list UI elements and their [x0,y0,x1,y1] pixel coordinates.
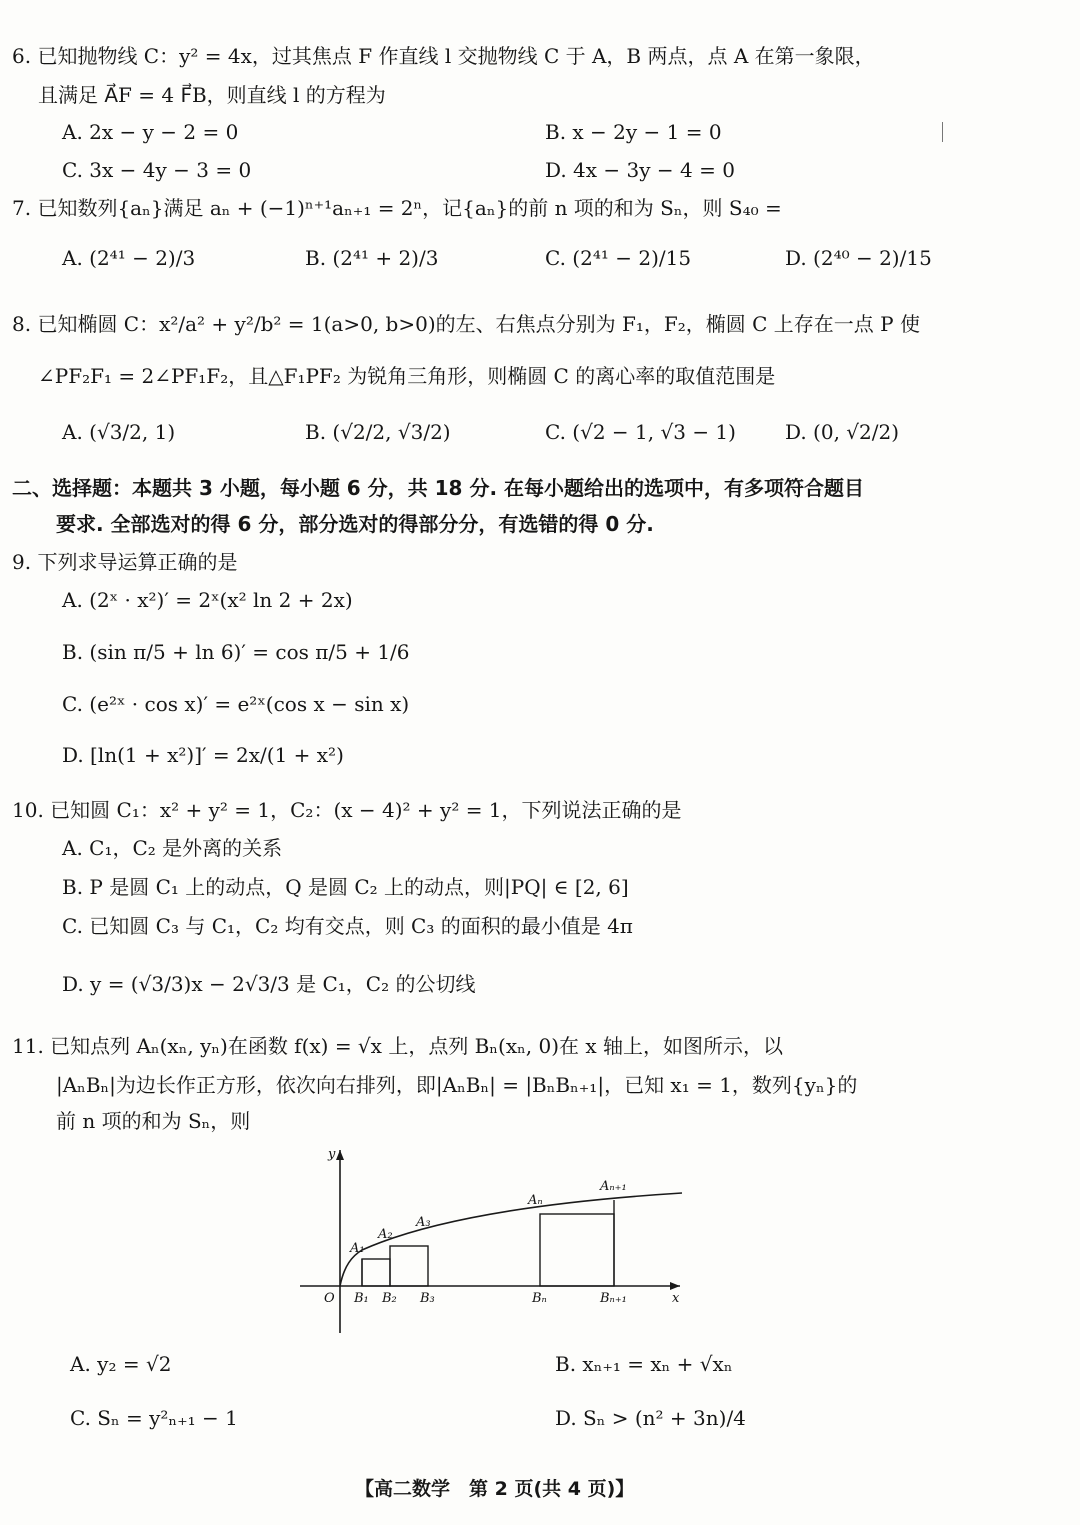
q6-option-d: D. 4x − 3y − 4 = 0 [545,158,735,182]
q9-option-d: D. [ln(1 + x²)]′ = 2x/(1 + x²) [62,743,344,767]
q7-option-b: B. (2⁴¹ + 2)/3 [305,246,439,270]
q6-stem-line2: 且满足 A⃗F = 4 F⃗B，则直线 l 的方程为 [38,83,386,107]
q10-option-d: D. y = (√3/3)x − 2√3/3 是 C₁，C₂ 的公切线 [62,972,476,996]
q10-option-b: B. P 是圆 C₁ 上的动点，Q 是圆 C₂ 上的动点，则|PQ| ∈ [2, 6] [62,875,629,899]
y-axis-arrow [336,1150,344,1160]
square-2 [390,1246,428,1286]
q10-stem: 10. 已知圆 C₁：x² + y² = 1，C₂：(x − 4)² + y² = 1，下列说法正确的是 [12,798,682,822]
x-axis-arrow [670,1282,680,1290]
label-a3: A₃ [416,1215,431,1230]
q7-stem: 7. 已知数列{aₙ}满足 aₙ + (−1)ⁿ⁺¹aₙ₊₁ = 2ⁿ，记{aₙ}的前 n 项的和为 Sₙ，则 S₄₀ = [12,196,782,220]
q10-option-c: C. 已知圆 C₃ 与 C₁，C₂ 均有交点，则 C₃ 的面积的最小值是 4π [62,914,633,938]
section2-heading-line1: 二、选择题：本题共 3 小题，每小题 6 分，共 18 分. 在每小题给出的选项中，有多项符合题目 [12,476,865,500]
q8-stem-line1: 8. 已知椭圆 C：x²/a² + y²/b² = 1(a>0, b>0)的左、右焦点分别为 F₁，F₂，椭圆 C 上存在一点 P 使 [12,312,920,336]
label-a2: A₂ [378,1227,393,1242]
label-a1: A₁ [350,1241,365,1256]
q7-option-c: C. (2⁴¹ − 2)/15 [545,246,692,270]
origin-label: O [324,1291,335,1306]
axis-y-label: y [328,1147,336,1162]
label-an: Aₙ [528,1193,543,1208]
label-b1: B₁ [354,1291,369,1306]
q10-option-a: A. C₁，C₂ 是外离的关系 [62,836,283,860]
label-bn1: Bₙ₊₁ [600,1291,627,1306]
q6-option-b: B. x − 2y − 1 = 0 [545,120,722,144]
q11-stem-line1: 11. 已知点列 Aₙ(xₙ, yₙ)在函数 f(x) = √x 上，点列 Bₙ(xₙ, 0)在 x 轴上，如图所示，以 [12,1034,783,1058]
q6-stem-line1: 6. 已知抛物线 C：y² = 4x，过其焦点 F 作直线 l 交抛物线 C 于 A，B 两点，点 A 在第一象限， [12,44,875,68]
axis-x-label: x [672,1291,680,1306]
q11-stem-line3: 前 n 项的和为 Sₙ，则 [56,1109,251,1133]
q11-option-c: C. Sₙ = y²ₙ₊₁ − 1 [70,1406,238,1430]
q9-option-c: C. (e²ˣ · cos x)′ = e²ˣ(cos x − sin x) [62,692,410,716]
q6-option-c: C. 3x − 4y − 3 = 0 [62,158,252,182]
q8-stem-line2: ∠PF₂F₁ = 2∠PF₁F₂，且△F₁PF₂ 为锐角三角形，则椭圆 C 的离心率的取值范围是 [38,364,776,388]
q8-option-d: D. (0, √2/2) [785,420,900,444]
scan-mark [942,122,943,142]
label-bn: Bₙ [532,1291,547,1306]
label-b2: B₂ [382,1291,397,1306]
label-b3: B₃ [420,1291,435,1306]
q9-option-b: B. (sin π/5 + ln 6)′ = cos π/5 + 1/6 [62,640,410,664]
q9-option-a: A. (2ˣ · x²)′ = 2ˣ(x² ln 2 + 2x) [62,588,353,612]
square-n [540,1214,614,1286]
q7-option-a: A. (2⁴¹ − 2)/3 [62,246,196,270]
q11-stem-line2: |AₙBₙ|为边长作正方形，依次向右排列，即|AₙBₙ| = |BₙBₙ₊₁|，已知 x₁ = 1，数列{yₙ}的 [56,1073,858,1097]
q8-option-b: B. (√2/2, √3/2) [305,420,451,444]
q11-option-d: D. Sₙ > (n² + 3n)/4 [555,1406,746,1430]
square-1 [362,1259,390,1286]
label-an1: Aₙ₊₁ [600,1179,627,1194]
q8-option-a: A. (√3/2, 1) [62,420,176,444]
q11-figure [292,1138,692,1338]
page-footer: 【高二数学 第 2 页(共 4 页)】 [355,1478,635,1500]
q11-option-b: B. xₙ₊₁ = xₙ + √xₙ [555,1352,733,1376]
q8-option-c: C. (√2 − 1, √3 − 1) [545,420,736,444]
q6-option-a: A. 2x − y − 2 = 0 [62,120,239,144]
q9-stem: 9. 下列求导运算正确的是 [12,550,238,574]
q11-option-a: A. y₂ = √2 [70,1352,172,1376]
section2-heading-line2: 要求. 全部选对的得 6 分，部分选对的得部分分，有选错的得 0 分. [56,512,654,536]
q7-option-d: D. (2⁴⁰ − 2)/15 [785,246,932,270]
